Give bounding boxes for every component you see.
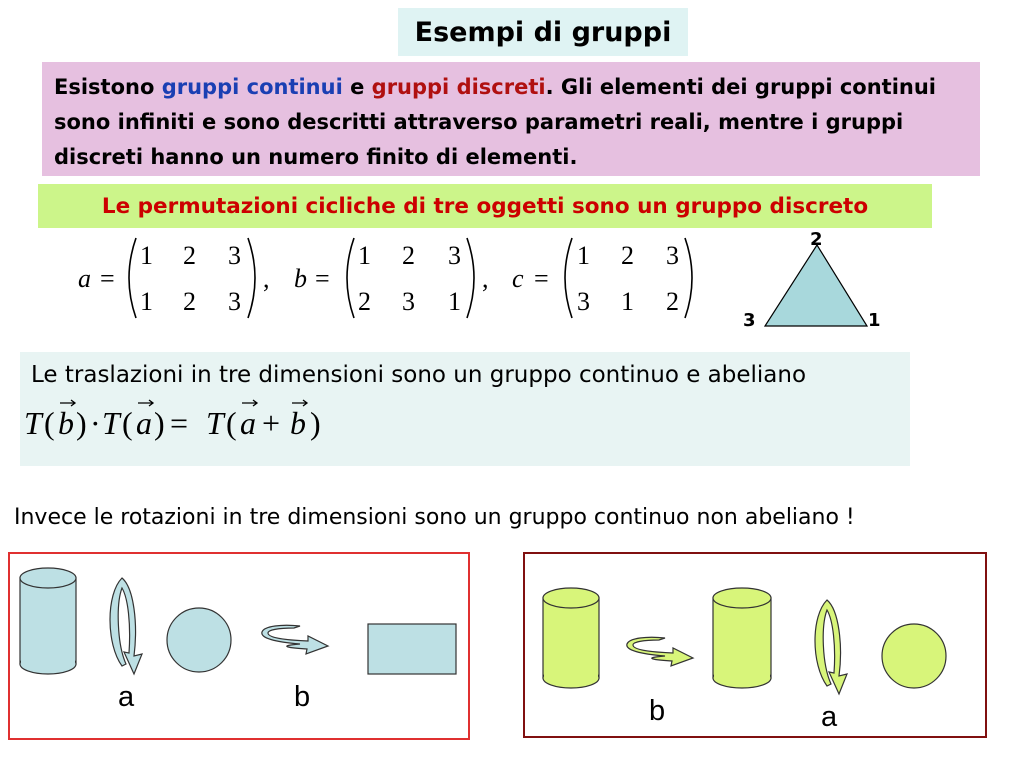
- vertex-right-label: 1: [868, 310, 881, 331]
- label-rotation-a: a: [118, 681, 135, 713]
- svg-text:T: T: [24, 405, 42, 441]
- circle-shape: [882, 624, 946, 688]
- vertex-left-label: 3: [743, 310, 756, 331]
- svg-text:(: (: [226, 405, 237, 441]
- svg-text:2: 2: [402, 241, 415, 270]
- matrix-b: [358, 241, 461, 316]
- rotations-statement: Invece le rotazioni in tre dimensioni sono un gruppo continuo non abeliano !: [14, 505, 855, 530]
- intro-paragraph: [42, 62, 980, 176]
- vertical-rotation-arrow: [110, 578, 142, 674]
- horizontal-rotation-arrow: [627, 637, 693, 666]
- svg-text:3: 3: [666, 241, 679, 270]
- svg-text:3: 3: [228, 287, 241, 316]
- slide-title: Esempi di gruppi: [398, 8, 688, 56]
- intro-text-1: Esistono: [54, 75, 162, 99]
- svg-text:(: (: [122, 405, 133, 441]
- label-rotation-b: b: [294, 681, 311, 713]
- circle-shape: [167, 608, 231, 672]
- paren-right-b: [467, 238, 474, 318]
- svg-text:): ): [310, 405, 321, 441]
- svg-text:2: 2: [666, 287, 679, 316]
- svg-text:1: 1: [621, 287, 634, 316]
- triangle-diagram: [735, 225, 895, 335]
- svg-text:1: 1: [577, 241, 590, 270]
- triangle-shape: [765, 245, 867, 326]
- matrix-a: [140, 241, 241, 316]
- rotation-sequence-ba: [523, 552, 987, 738]
- svg-text:): ): [154, 405, 165, 441]
- eq-a: =: [100, 264, 115, 293]
- svg-text:a: a: [240, 405, 256, 441]
- label-rotation-b: b: [649, 695, 666, 727]
- label-b: b: [294, 264, 307, 293]
- translation-formula: [20, 392, 380, 452]
- permutations-heading: Le permutazioni cicliche di tre oggetti sono un gruppo discreto: [38, 184, 932, 228]
- cylinder-shape-1: [543, 588, 599, 688]
- svg-text:·: ·: [90, 405, 101, 441]
- rectangle-shape: [368, 624, 456, 674]
- vertex-top-label: 2: [810, 229, 823, 250]
- svg-text:+: +: [262, 405, 281, 441]
- label-rotation-a: a: [821, 701, 838, 733]
- rotation-sequence-ba-drawing: [525, 554, 985, 736]
- vertical-rotation-arrow: [815, 600, 847, 694]
- svg-text:): ): [76, 405, 87, 441]
- svg-text:2: 2: [183, 241, 196, 270]
- svg-text:3: 3: [228, 241, 241, 270]
- rotation-sequence-ab-drawing: [10, 554, 468, 738]
- paren-right-c: [685, 238, 692, 318]
- svg-text:3: 3: [402, 287, 415, 316]
- translations-heading: Le traslazioni in tre dimensioni sono un gruppo continuo e abeliano: [31, 362, 807, 388]
- svg-text:1: 1: [140, 241, 153, 270]
- intro-text-3: . Gli elementi dei gruppi continui sono infiniti e sono descritti attraverso parametri reali, mentre i gruppi discreti hanno un numero finito di elementi.: [54, 75, 936, 169]
- svg-text:2: 2: [183, 287, 196, 316]
- svg-text:T: T: [206, 405, 224, 441]
- svg-text:T: T: [102, 405, 120, 441]
- svg-text:b: b: [290, 405, 306, 441]
- horizontal-rotation-arrow: [262, 625, 328, 654]
- svg-text:(: (: [44, 405, 55, 441]
- svg-text:2: 2: [358, 287, 371, 316]
- paren-left-b: [347, 238, 354, 318]
- svg-text:1: 1: [140, 287, 153, 316]
- permutation-matrices: [60, 230, 710, 330]
- paren-left-a: [129, 238, 136, 318]
- svg-text:=: =: [170, 405, 189, 441]
- continuous-groups-term: gruppi continui: [161, 75, 343, 99]
- cylinder-shape: [20, 568, 76, 674]
- svg-text:3: 3: [448, 241, 461, 270]
- eq-c: =: [534, 264, 549, 293]
- paren-right-a: [248, 238, 255, 318]
- svg-text:1: 1: [358, 241, 371, 270]
- cylinder-shape-2: [713, 588, 771, 688]
- label-c: c: [512, 264, 524, 293]
- paren-left-c: [565, 238, 572, 318]
- discrete-groups-term: gruppi discreti: [371, 75, 546, 99]
- comma-b: ,: [482, 264, 489, 293]
- svg-text:a: a: [136, 405, 152, 441]
- eq-b: =: [315, 264, 330, 293]
- svg-text:1: 1: [448, 287, 461, 316]
- comma-a: ,: [263, 264, 270, 293]
- svg-text:2: 2: [621, 241, 634, 270]
- label-a: a: [78, 264, 91, 293]
- rotation-sequence-ab: [8, 552, 470, 740]
- intro-text-2: e: [342, 75, 372, 99]
- svg-text:b: b: [58, 405, 74, 441]
- matrix-c: [577, 241, 679, 316]
- svg-text:3: 3: [577, 287, 590, 316]
